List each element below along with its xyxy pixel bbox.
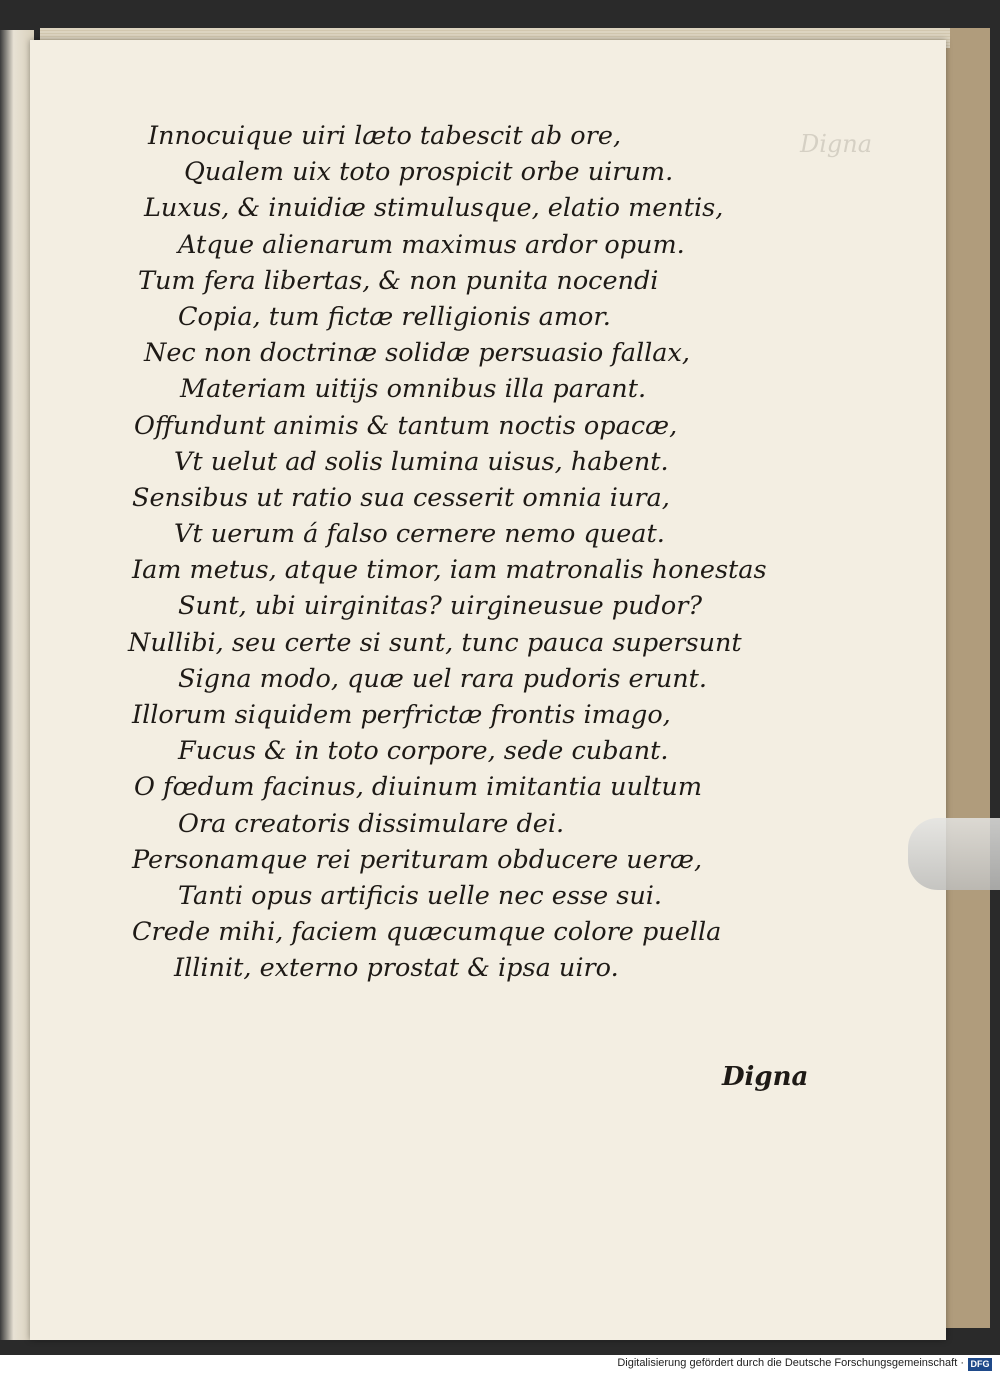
verse-line: Tum fera libertas, & non punita nocendi bbox=[138, 265, 659, 296]
poem-text bbox=[118, 118, 838, 987]
bleed-through-text: Digna bbox=[800, 130, 873, 158]
verse-line: Vt uerum á falso cernere nemo queat. bbox=[174, 519, 665, 550]
catchword: Digna bbox=[722, 1062, 809, 1092]
verse-line: Vt uelut ad solis lumina uisus, habent. bbox=[174, 446, 669, 477]
verse-line: Nullibi, seu certe si sunt, tunc pauca supersunt bbox=[128, 627, 742, 658]
verse-line: Nec non doctrinæ solidæ persuasio fallax, bbox=[144, 338, 690, 369]
verse-line: O fœdum facinus, diuinum imitantia uultum bbox=[134, 772, 703, 803]
verse-line: Materiam uitijs omnibus illa parant. bbox=[180, 374, 647, 405]
verse-line: Illinit, externo prostat & ipsa uiro. bbox=[174, 953, 619, 984]
verse-line: Iam metus, atque timor, iam matronalis honestas bbox=[132, 555, 767, 586]
verse-line: Qualem uix toto prospicit orbe uirum. bbox=[184, 157, 674, 188]
verse-line: Sensibus ut ratio sua cesserit omnia iura, bbox=[132, 482, 670, 513]
verse-line: Innocuique uiri læto tabescit ab ore, bbox=[148, 121, 622, 151]
verse-line: Crede mihi, faciem quæcumque colore puella bbox=[132, 917, 722, 948]
verse-line: Fucus & in toto corpore, sede cubant. bbox=[178, 736, 669, 767]
funding-credit: Digitalisierung gefördert durch die Deutsche Forschungsgemeinschaft · bbox=[617, 1357, 964, 1369]
verse-line: Personamque rei perituram obducere ueræ, bbox=[132, 844, 703, 875]
dfg-logo-icon: DFG bbox=[968, 1358, 992, 1371]
verse-line: Signa modo, quæ uel rara pudoris erunt. bbox=[178, 663, 708, 694]
page-clip bbox=[908, 818, 1000, 890]
verse-line: Atque alienarum maximus ardor opum. bbox=[178, 229, 685, 260]
verse-line: Ora creatoris dissimulare dei. bbox=[178, 808, 565, 839]
verse-line: Tanti opus artificis uelle nec esse sui. bbox=[178, 880, 663, 911]
binding-edge bbox=[0, 30, 34, 1340]
verse-line: Offundunt animis & tantum noctis opacæ, bbox=[134, 410, 678, 441]
verse-line: Sunt, ubi uirginitas? uirgineusue pudor? bbox=[178, 591, 703, 622]
verse-line: Illorum siquidem perfrictæ frontis imago, bbox=[132, 700, 671, 730]
verse-line: Copia, tum fictæ relligionis amor. bbox=[178, 301, 611, 332]
footer-bar bbox=[0, 1355, 1000, 1375]
verse-line: Luxus, & inuidiæ stimulusque, elatio mentis, bbox=[144, 193, 724, 224]
